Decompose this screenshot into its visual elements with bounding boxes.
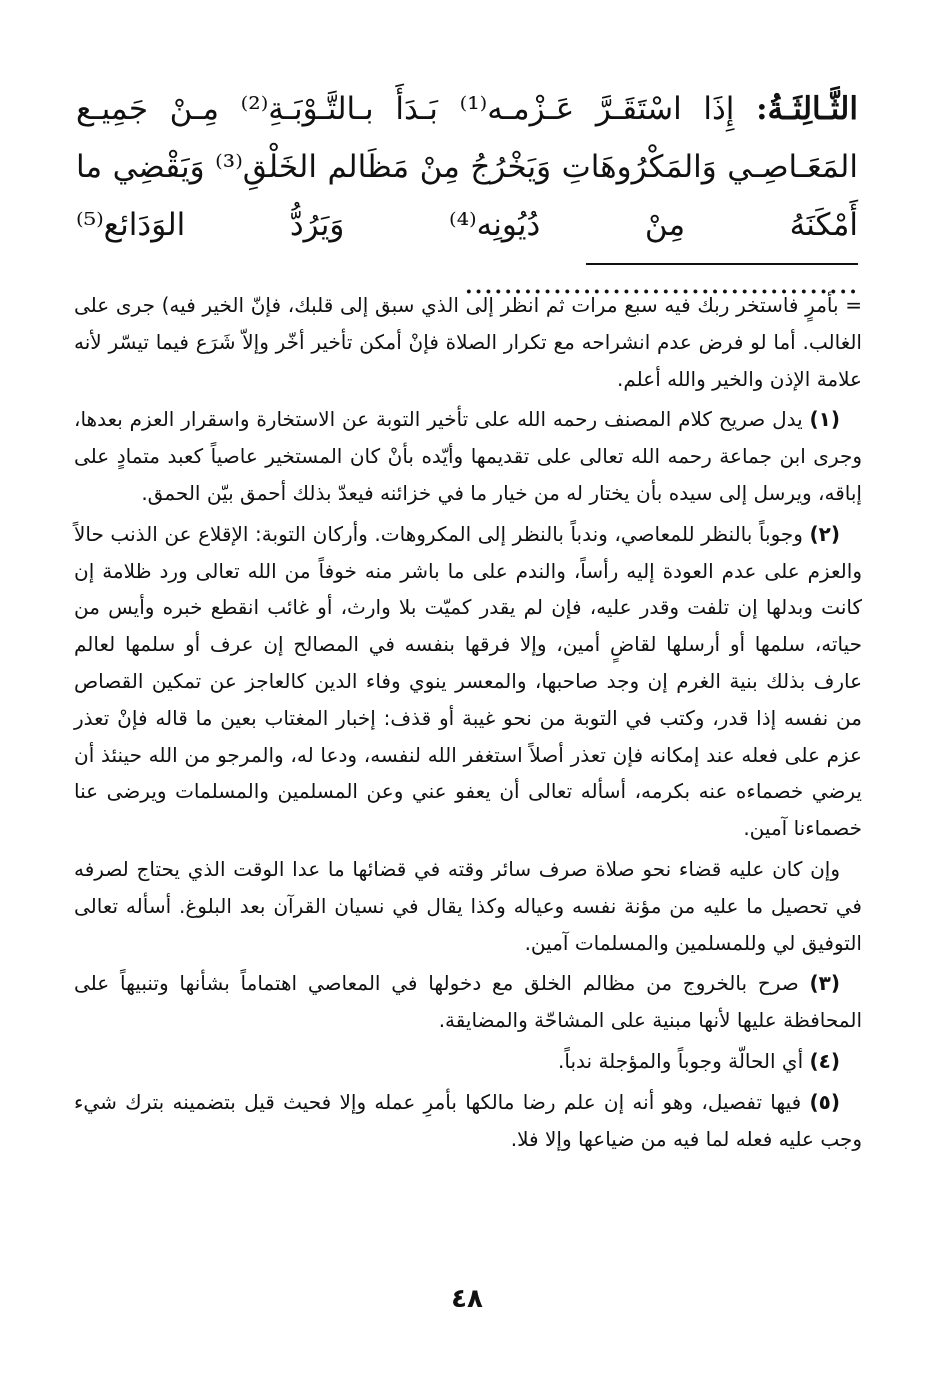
footnote-number: (١) — [809, 407, 841, 432]
footnote-number: (٥) — [809, 1089, 840, 1114]
footnote-4 — [74, 1043, 862, 1080]
footnote-text: أي الحالّة وجوباً والمؤجلة ندباً. — [558, 1048, 804, 1073]
footnote-text: وإن كان عليه قضاء نحو صلاة صرف سائر وقته في قضائها ما عدا الوقت الذي يحتاج لصرفه في تحصيل ما عليه من مؤنة نفسه وعياله وكذا يقال في نسيان القرآن بعد البلوغ. أسأله تعالى التوفيق لي وللمسلمين والمسلمات آمين. — [74, 856, 862, 955]
footnote-text: يدل صريح كلام المصنف رحمه الله على تأخير التوبة عن الاستخارة واسقرار العزم بعدها، وجرى ابن جماعة رحمه الله تعالى على تقديمها وأيّده بأنْ كان المستخير عاصياً كعبد متمادٍ على إباقه، ويرسل إلى سيده بأن يختار له من خيار ما في خزائنه فيعدّ بذلك أحمق بيّن الحمق. — [74, 407, 862, 505]
footnote-separator — [586, 263, 858, 265]
footnote-number: (٣) — [809, 971, 841, 996]
footnote-3 — [74, 965, 862, 1039]
footnote-1 — [74, 401, 862, 511]
section-lead: الثَّـالِثَـةُ: — [756, 91, 858, 127]
dotted-leader: ........................................ — [463, 265, 858, 301]
footnote-text: = بأمرٍ فاستخر ربك فيه سبع مرات ثم انظر إلى الذي سبق إلى قلبك، فإنّ الخير فيه) جرى على الغالب. أما لو فرض عدم انشراحه مع تكرار الصلاة فإنْ أمكن تأخير أخّر وإلاّ شَرَع فيما تيسّر لأنه علامة الإذن والخير والله أعلم. — [74, 293, 862, 391]
footnote-2-continued — [74, 851, 862, 961]
footnote-continuation — [74, 287, 862, 397]
footnote-text: صرح بالخروج من مظالم الخلق مع دخولها في المعاصي اهتماماً بشأنها وتنبيهاً على المحافظة عليها لأنها مبنية على المشاحّة والمضايقة. — [74, 971, 862, 1033]
footnote-number: (٢) — [809, 521, 841, 546]
main-body: إِذَا اسْتَقَـرَّ عَـزْمـه⁽¹⁾ بَـدَأَ بـالتَّـوْبَـةِ⁽²⁾ مِـنْ جَمِيـع المَعَـاصِـي وَالمَكْرُوهَاتِ وَيَخْرُجُ مِنْ مَظَالم الخَلْقِ⁽³⁾ وَيَقْضِي ما أَمْكَنَهُ مِنْ دُيُونِه⁽⁴⁾ وَيَرُدُّ الوَدَائع⁽⁵⁾ — [76, 91, 858, 243]
page-number: ٤٨ — [451, 1284, 483, 1314]
footnote-number: (٤) — [809, 1048, 840, 1073]
footnote-2 — [74, 516, 862, 847]
footnote-5 — [74, 1084, 862, 1158]
main-text — [76, 80, 858, 312]
footnote-text: فيها تفصيل، وهو أنه إن علم رضا مالكها بأمرِ عمله وإلا فحيث قيل بتضمينه بترك شيء وجب عليه فعله لما فيه من ضياعها وإلا فلا. — [74, 1089, 862, 1151]
footnotes — [74, 287, 862, 1161]
footnote-text: وجوباً بالنظر للمعاصي، وندباً بالنظر إلى المكروهات. وأركان التوبة: الإقلاع عن الذنب حالاً والعزم على عدم العودة إليه رأساً، والندم على ما باشر منه خوفاً من الله تعالى ورد ظلامة إن كانت وبدلها إن تلفت وقدر عليه، فإن لم يقدر كميّت بلا وارث، أو غائب انقطع خبره وأيس من حياته، سلمها أو أرسلها لقاضٍ أمين، وإلا فرقها بنفسه في المصالح إن عرف أو سلمها لعالم عارف بذلك بنية الغرم إن وجد صاحبها، والمعسر ينوي وفاء الدين كالعاجز عن تمكين القصاص من نفسه إذا قدر، وكتب في التوبة من نحو غيبة أو قذف: إخبار المغتاب بعين ما قاله فإنْ تعذر عزم على فعله عند إمكانه فإن تعذر أصلاً استغفر الله لنفسه، ودعا له، والمرجو من الله حينئذ أن يرضي خصماءه عنه بكرمه، أسأله تعالى أن يعفو عني وعن المسلمين والمسلمات ويرضى عنا خصماءنا آمين. — [74, 521, 862, 841]
